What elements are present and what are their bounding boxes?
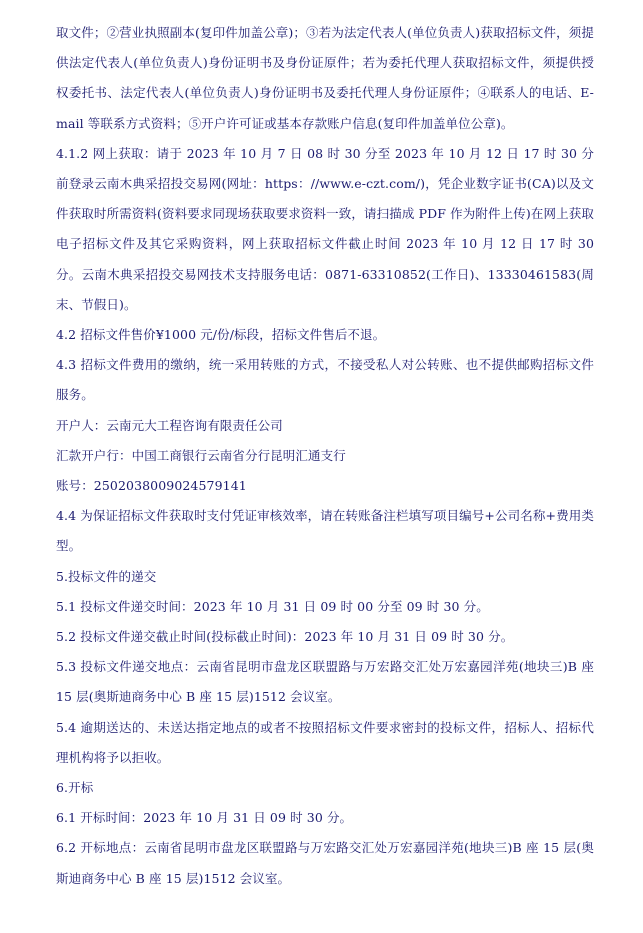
paragraph-required-materials: 取文件；②营业执照副本(复印件加盖公章)；③若为法定代表人(单位负责人)获取招标文件，须提供法定代表人(单位负责人)身份证明书及身份证原件；若为委托代理人获取招标文件，须提供授权委托书、法定代表人(单位负责人)身份证明书及委托代理人身份证原件；④联系人的电话、E-mail 等联系方式资料；⑤开户许可证或基本存款账户信息(复印件加盖单位公章)。	[56, 25, 594, 131]
paragraph-document-price: 4.2 招标文件售价¥1000 元/份/标段，招标文件售后不退。	[56, 327, 386, 343]
paragraph-opening-location: 6.2 开标地点：云南省昆明市盘龙区联盟路与万宏路交汇处万宏嘉园洋苑(地块三)B 座 15 层(奥斯迪商务中心 B 座 15 层)1512 会议室。	[56, 840, 594, 886]
paragraph-bank: 汇款开户行：中国工商银行云南省分行昆明汇通支行	[56, 447, 346, 463]
paragraph-opening-time: 6.1 开标时间：2023 年 10 月 31 日 09 时 30 分。	[56, 810, 353, 826]
paragraph-account-holder: 开户人：云南元大工程咨询有限责任公司	[56, 417, 283, 433]
paragraph-submission-location: 5.3 投标文件递交地点：云南省昆明市盘龙区联盟路与万宏路交汇处万宏嘉园洋苑(地块三)B 座 15 层(奥斯迪商务中心 B 座 15 层)1512 会议室。	[56, 659, 594, 705]
paragraph-submission-time: 5.1 投标文件递交时间：2023 年 10 月 31 日 09 时 00 分至 09 时 30 分。	[56, 598, 489, 614]
paragraph-account-number: 账号：2502038009024579141	[56, 478, 247, 494]
paragraph-late-rejection: 5.4 逾期送达的、未送达指定地点的或者不按照招标文件要求密封的投标文件，招标人、招标代理机构将予以拒收。	[56, 719, 594, 765]
paragraph-online-acquisition: 4.1.2 网上获取：请于 2023 年 10 月 7 日 08 时 30 分至 2023 年 10 月 12 日 17 时 30 分前登录云南木典采招投交易网(网址：https：//www.e-czt.com/)，凭企业数字证书(CA)以及文件获取时所需资料(资料要求同现场获取要求资料一致，请扫描成 PDF 作为附件上传)在网上获取电子招标文件及其它采购资料，网上获取招标文件截止时间 2023 年 10 月 12 日 17 时 30 分。云南木典采招投交易网技术支持服务电话：0871-63310852(工作日)、13330461583(周末、节假日)。	[56, 145, 594, 312]
paragraph-payment-note: 4.4 为保证招标文件获取时支付凭证审核效率，请在转账备注栏填写项目编号+公司名称+费用类型。	[56, 508, 594, 554]
paragraph-payment-method: 4.3 招标文件费用的缴纳，统一采用转账的方式，不接受私人对公转账、也不提供邮购招标文件服务。	[56, 357, 594, 403]
section-heading-bid-submission: 5.投标文件的递交	[56, 568, 157, 584]
paragraph-submission-deadline: 5.2 投标文件递交截止时间(投标截止时间)：2023 年 10 月 31 日 09 时 30 分。	[56, 629, 514, 645]
document-body	[56, 18, 594, 894]
section-heading-bid-opening: 6.开标	[56, 780, 94, 796]
